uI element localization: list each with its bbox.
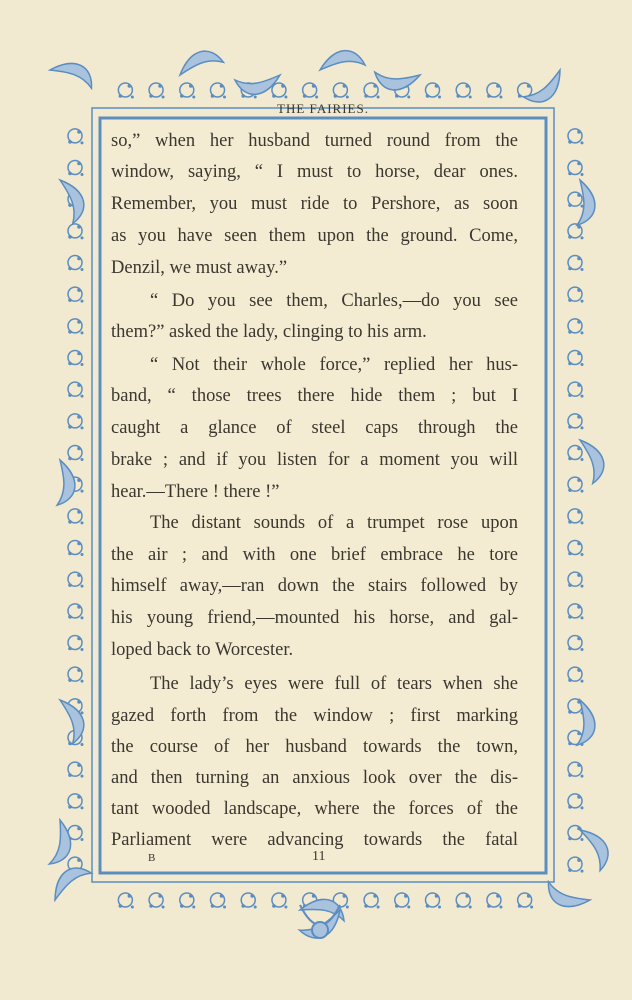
text-line: loped back to Worcester.	[111, 640, 294, 660]
text-line: Denzil, we must away.”	[111, 258, 288, 278]
text-line: brake ; and if you listen for a moment you will	[111, 450, 518, 470]
text-line: the air ; and with one brief embrace he tore	[111, 545, 518, 565]
text-line: Parliament were advancing towards the fatal	[111, 830, 518, 850]
signature-mark: B	[148, 852, 156, 864]
text-line: “ Not their whole force,” replied her hus-	[150, 355, 518, 375]
text-line: gazed forth from the window ; first marking	[111, 706, 518, 726]
text-line: so,” when her husband turned round from the	[111, 131, 518, 151]
text-line: caught a glance of steel caps through the	[111, 418, 518, 438]
running-head: THE FAIRIES.	[277, 101, 369, 116]
text-line: hear.—There ! there !”	[111, 482, 280, 502]
text-line: his young friend,—mounted his horse, and gal-	[111, 608, 518, 628]
page-number: 11	[312, 849, 326, 864]
text-line: the course of her husband towards the town,	[111, 737, 518, 757]
text-line: The lady’s eyes were full of tears when she	[150, 674, 518, 694]
text-line: as you have seen them upon the ground. Come,	[111, 226, 518, 246]
text-line: “ Do you see them, Charles,—do you see	[150, 291, 518, 311]
text-line: band, “ those trees there hide them ; but I	[111, 386, 518, 406]
text-line: them?” asked the lady, clinging to his arm.	[111, 322, 427, 342]
text-line: himself away,—ran down the stairs followed by	[111, 576, 518, 596]
text-line: tant wooded landscape, where the forces of the	[111, 799, 518, 819]
text-line: window, saying, “ I must to horse, dear ones.	[111, 162, 518, 182]
text-line: The distant sounds of a trumpet rose upon	[150, 513, 518, 533]
text-line: and then turning an anxious look over the dis-	[111, 768, 518, 788]
text-line: Remember, you must ride to Pershore, as soon	[111, 194, 518, 214]
